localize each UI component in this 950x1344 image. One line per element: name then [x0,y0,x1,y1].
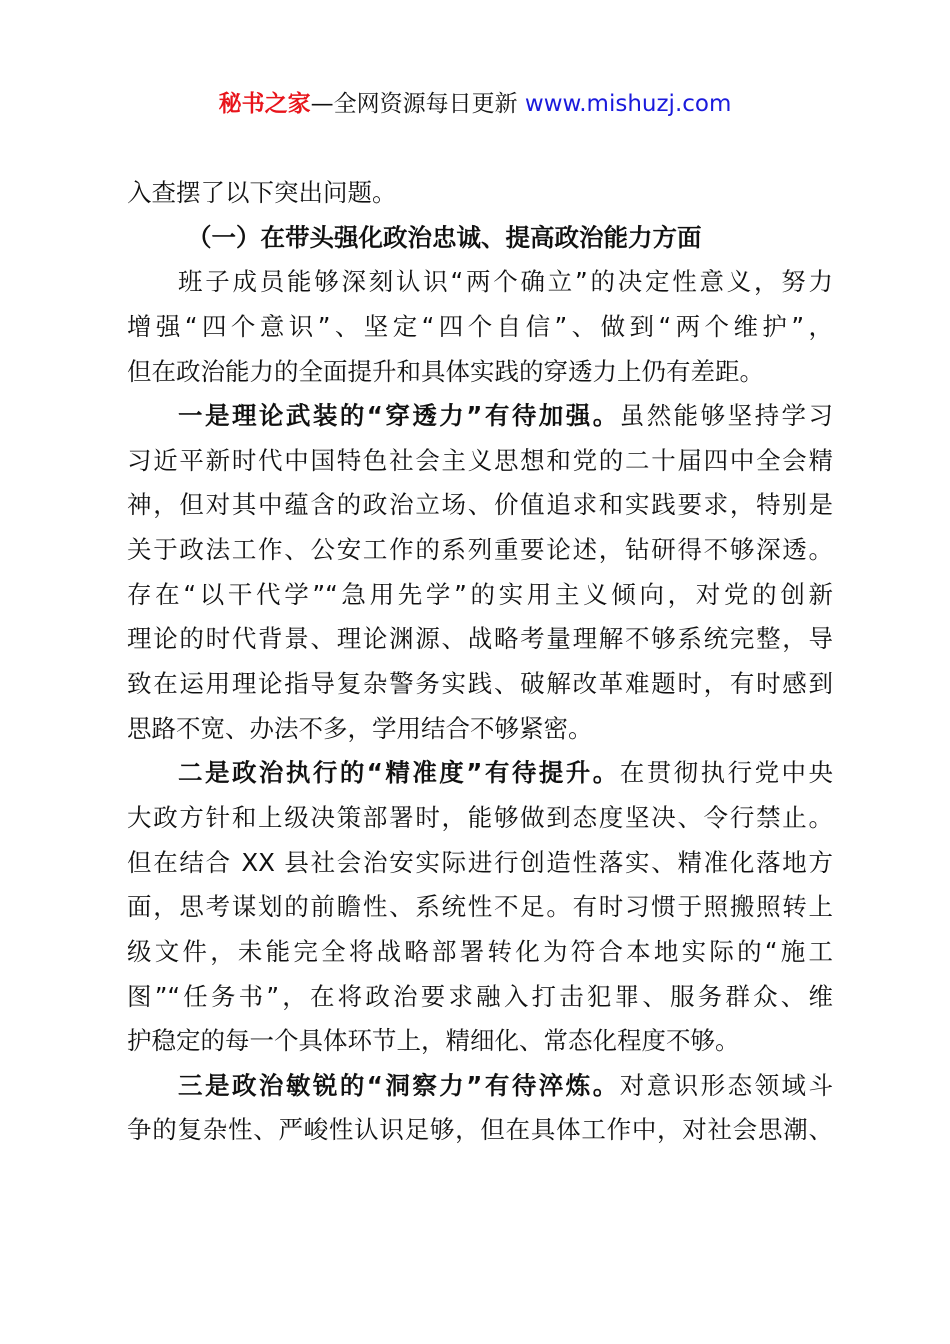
text-line: 争的复杂性、严峻性认识足够，但在具体工作中，对社会思潮、 [127,1115,833,1145]
text-line [127,394,833,439]
paragraph-point-3 [127,1064,833,1153]
point-text: 在贯彻执行党中央 [619,758,834,788]
text-line: 大政方针和上级决策部署时，能够做到态度坚决、令行禁止。 [127,802,833,832]
text-line: 图”“任务书”，在将政治要求融入打击犯罪、服务群众、维 [127,981,833,1011]
point-lead: 一是理论武装的“穿透力”有待加强。 [178,401,620,431]
text-line [127,1064,833,1109]
text-line: 级文件，未能完全将战略部署转化为符合本地实际的“施工 [127,936,833,966]
header-tagline: —全网资源每日更新 [310,91,525,117]
point-text: 虽然能够坚持学习 [619,401,834,431]
point-lead: 三是政治敏锐的“洞察力”有待淬炼。 [178,1070,620,1100]
text-line [127,751,833,796]
paragraph-point-2 [127,751,833,1063]
text-line: 神，但对其中蕴含的政治立场、价值追求和实践要求，特别是 [127,490,833,520]
text-line: 但在政治能力的全面提升和具体实践的穿透力上仍有差距。 [127,356,764,386]
document-body [127,171,833,1153]
point-lead: 二是政治执行的“精准度”有待提升。 [178,758,620,788]
text-line: 致在运用理论指导复杂警务实践、破解改革难题时，有时感到 [127,669,833,699]
intro-line: 入查摆了以下突出问题。 [127,178,397,207]
point-text: 对意识形态领域斗 [619,1070,834,1100]
text-line: 理论的时代背景、理论渊源、战略考量理解不够系统完整，导 [127,624,833,654]
header-url: www.mishuzj.com [524,91,732,117]
text-line: 关于政法工作、公安工作的系列重要论述，钻研得不够深透。 [127,535,833,565]
paragraph-overview [127,260,833,394]
text-line: 习近平新时代中国特色社会主义思想和党的二十届四中全会精 [127,445,833,475]
text-line: 面，思考谋划的前瞻性、系统性不足。有时习惯于照搬照转上 [127,892,833,922]
brand-name: 秘书之家 [218,91,311,117]
section-heading: （一）在带头强化政治忠诚、提高政治能力方面 [187,222,702,252]
text-line: 思路不宽、办法不多，学用结合不够紧密。 [127,713,593,743]
text-line: 存在“以干代学”“急用先学”的实用主义倾向，对党的创新 [127,579,833,609]
text-line: 但在结合 XX 县社会治安实际进行创造性落实、精准化落地方 [127,847,833,877]
text-line: 班子成员能够深刻认识“两个确立”的决定性意义，努力 [178,267,833,297]
watermark-header [0,88,950,120]
text-line: 护稳定的每一个具体环节上，精细化、常态化程度不够。 [127,1026,740,1056]
text-line: 增强“四个意识”、坚定“四个自信”、做到“两个维护”， [127,311,833,341]
paragraph-point-1 [127,394,833,751]
